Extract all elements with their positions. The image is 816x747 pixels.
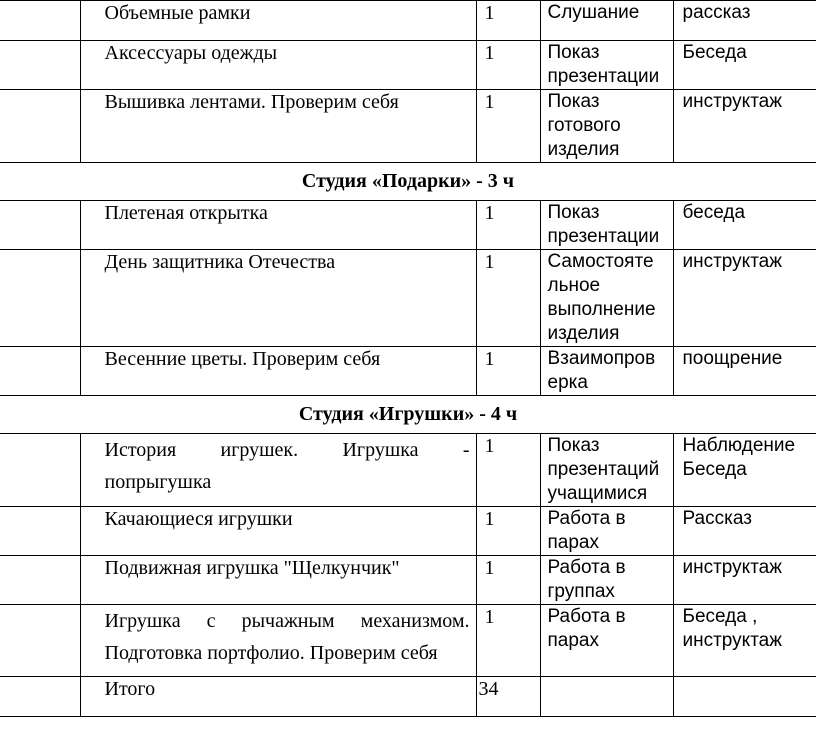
number-cell — [0, 201, 80, 250]
method-cell — [540, 677, 673, 717]
total-row — [0, 677, 816, 717]
method-cell-line: Показ — [547, 435, 600, 456]
form-cell — [673, 250, 816, 347]
form-cell-line: инструктаж — [682, 91, 782, 112]
topic-cell: Плетеная открытка — [80, 201, 476, 250]
number-cell — [0, 605, 80, 677]
form-cell-line: Беседа — [682, 459, 747, 480]
method-cell-line: ерка — [547, 372, 588, 393]
form-cell-line: поощрение — [682, 348, 783, 369]
method-cell-line: изделия — [547, 139, 620, 160]
method-cell-line: презентаций — [547, 459, 660, 480]
topic-cell: Подвижная игрушка "Щелкунчик" — [80, 556, 476, 605]
form-cell — [673, 201, 816, 250]
table-row — [0, 201, 816, 250]
method-cell — [540, 90, 673, 163]
hours-cell: 1 — [476, 41, 540, 90]
method-cell-line: выполнение — [547, 299, 656, 320]
number-cell — [0, 41, 80, 90]
table-row — [0, 90, 816, 163]
table-row — [0, 41, 816, 90]
table-row — [0, 1, 816, 41]
hours-cell: 1 — [476, 201, 540, 250]
topic-line: Подготовка портфолио. Проверим себя — [104, 642, 438, 664]
table-row — [0, 556, 816, 605]
number-cell — [0, 90, 80, 163]
form-cell — [673, 434, 816, 507]
method-cell — [540, 1, 673, 41]
number-cell — [0, 434, 80, 507]
method-cell — [540, 201, 673, 250]
method-cell-line: презентации — [547, 66, 660, 87]
hours-cell: 1 — [476, 347, 540, 396]
form-cell-line: рассказ — [682, 2, 751, 23]
method-cell-line: льное — [547, 275, 601, 296]
method-cell-line: Работа в — [547, 606, 626, 627]
method-cell — [540, 250, 673, 347]
form-cell-line: Беседа — [682, 42, 747, 63]
topic-cell: Качающиеся игрушки — [80, 507, 476, 556]
form-cell-line: инструктаж — [682, 251, 782, 272]
form-cell — [673, 90, 816, 163]
table-row — [0, 434, 816, 507]
hours-cell: 1 — [476, 90, 540, 163]
table-row — [0, 250, 816, 347]
method-cell-line: изделия — [547, 323, 620, 344]
section-gifts-header — [0, 163, 816, 201]
method-cell-line: учащимися — [547, 483, 648, 504]
method-cell-line: Самостояте — [547, 251, 654, 272]
hours-cell: 1 — [476, 556, 540, 605]
hours-cell: 1 — [476, 1, 540, 41]
number-cell — [0, 677, 80, 717]
topic-line: Игрушка с рычажным механизмом. — [104, 610, 470, 632]
topic-cell: День защитника Отечества — [80, 250, 476, 347]
hours-cell: 1 — [476, 605, 540, 677]
section-toys-header — [0, 396, 816, 434]
form-cell-line: беседа — [682, 202, 746, 223]
number-cell — [0, 250, 80, 347]
form-cell — [673, 347, 816, 396]
topic-cell — [80, 434, 476, 507]
form-cell — [673, 556, 816, 605]
method-cell-line: Показ — [547, 42, 600, 63]
number-cell — [0, 556, 80, 605]
method-cell — [540, 507, 673, 556]
number-cell — [0, 1, 80, 41]
table-row — [0, 507, 816, 556]
method-cell — [540, 41, 673, 90]
method-cell-line: презентации — [547, 226, 660, 247]
hours-cell: 1 — [476, 434, 540, 507]
form-cell — [673, 41, 816, 90]
topic-cell: Весенние цветы. Проверим себя — [80, 347, 476, 396]
form-cell-line: Рассказ — [682, 508, 752, 529]
topic-cell: Аксессуары одежды — [80, 41, 476, 90]
topic-cell — [80, 605, 476, 677]
method-cell-line: Работа в — [547, 557, 626, 578]
table-row — [0, 347, 816, 396]
table-row — [0, 605, 816, 677]
hours-cell: 1 — [476, 250, 540, 347]
section-title: Студия «Подарки» - 3 ч — [0, 163, 816, 201]
form-cell-line: инструктаж — [682, 630, 782, 651]
method-cell-line: Показ — [547, 91, 600, 112]
form-cell — [673, 677, 816, 717]
topic-cell: Вышивка лентами. Проверим себя — [80, 90, 476, 163]
form-cell — [673, 507, 816, 556]
form-cell-line: инструктаж — [682, 557, 782, 578]
hours-cell: 1 — [476, 507, 540, 556]
method-cell-line: Взаимопров — [547, 348, 656, 369]
section-title: Студия «Игрушки» - 4 ч — [0, 396, 816, 434]
method-cell-line: парах — [547, 532, 599, 553]
method-cell-line: парах — [547, 630, 599, 651]
method-cell-line: группах — [547, 581, 615, 602]
topic-line: История игрушек. Игрушка - — [104, 439, 470, 461]
method-cell-line: Слушание — [547, 2, 640, 23]
method-cell — [540, 556, 673, 605]
number-cell — [0, 347, 80, 396]
number-cell — [0, 507, 80, 556]
form-cell — [673, 1, 816, 41]
total-label: Итого — [80, 677, 476, 717]
method-cell-line: Работа в — [547, 508, 626, 529]
total-hours: 34 — [476, 677, 540, 717]
topic-line: попрыгушка — [104, 471, 212, 493]
form-cell — [673, 605, 816, 677]
method-cell — [540, 347, 673, 396]
topic-cell: Объемные рамки — [80, 1, 476, 41]
method-cell-line: готового — [547, 115, 621, 136]
method-cell — [540, 605, 673, 677]
method-cell-line: Показ — [547, 202, 600, 223]
method-cell — [540, 434, 673, 507]
form-cell-line: Наблюдение — [682, 435, 796, 456]
form-cell-line: Беседа , — [682, 606, 758, 627]
